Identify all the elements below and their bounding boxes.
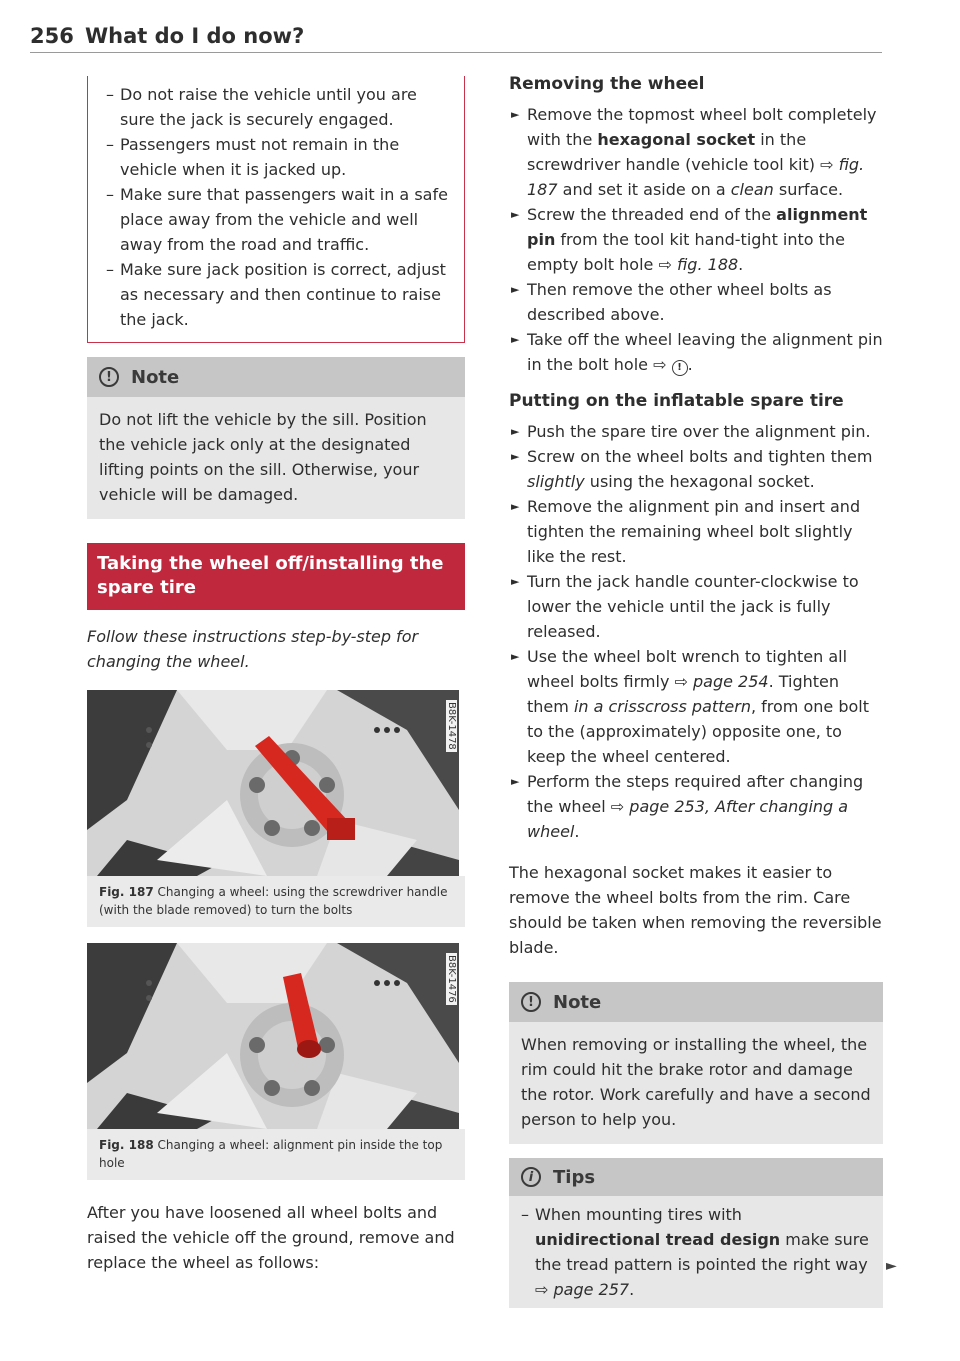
note-box — [87, 357, 465, 519]
tips-header — [509, 1158, 883, 1196]
note-header — [509, 982, 883, 1022]
warning-box — [87, 76, 465, 343]
triangle-bullet-icon: ► — [511, 500, 520, 513]
warning-item: – Make sure that passengers wait in a safe place away from the vehicle and well away from the road and traffic. — [106, 185, 448, 254]
exclamation-icon: ! — [521, 992, 541, 1012]
removing-step: ► Take off the wheel leaving the alignment pin in the bolt hole ⇨ ! . — [509, 327, 883, 377]
note-text: Do not lift the vehicle by the sill. Position the vehicle jack only at the designated lifting points on the sill. Otherwise, your vehicle will be damaged. — [99, 410, 427, 504]
exclamation-icon: ! — [672, 360, 688, 376]
putting-step: ► Screw on the wheel bolts and tighten them slightly using the hexagonal socket. — [509, 444, 883, 494]
after-paragraph: After you have loosened all wheel bolts and raised the vehicle off the ground, remove and replace the wheel as follows: — [87, 1203, 455, 1272]
section-title: What do I do now? — [85, 24, 305, 48]
triangle-bullet-icon: ► — [511, 333, 520, 346]
right-column — [509, 74, 883, 1308]
socket-paragraph: The hexagonal socket makes it easier to remove the wheel bolts from the rim. Care should be taken when removing the reversible blade. — [509, 863, 882, 957]
note-header — [87, 357, 465, 397]
figure-caption-text: Changing a wheel: using the screwdriver handle (with the blade removed) to turn the bolts — [99, 885, 448, 917]
figure-code: B8K-1476 — [446, 955, 457, 1003]
removing-step: ► Screw the threaded end of the alignment pin from the tool kit hand-tight into the empty bolt hole ⇨ fig. 188. — [509, 202, 883, 277]
warning-item: – Do not raise the vehicle until you are sure the jack is securely engaged. — [106, 85, 417, 129]
removing-heading: Removing the wheel — [509, 74, 705, 94]
page-number: 256 — [30, 24, 74, 48]
figure-label: Fig. 187 — [99, 885, 154, 899]
figure-caption — [87, 876, 465, 927]
putting-step: ► Perform the steps required after changing the wheel ⇨ page 253, After changing a wheel. — [509, 769, 883, 844]
figure-code: B8K-1478 — [446, 702, 457, 750]
section-heading: Taking the wheel off/installing the spare tire — [87, 543, 465, 610]
wheel-alignment-pin-image — [87, 943, 459, 1129]
note-title: Note — [131, 366, 180, 388]
triangle-bullet-icon: ► — [511, 650, 520, 663]
triangle-bullet-icon: ► — [511, 775, 520, 788]
putting-step: ► Push the spare tire over the alignment pin. — [509, 419, 883, 444]
tips-title: Tips — [553, 1166, 596, 1188]
tips-text: – When mounting tires with unidirectional tread design make sure the tread pattern is pointed the right way ⇨ page 257. — [509, 1196, 883, 1308]
section-intro: Follow these instructions step-by-step for changing the wheel. — [87, 627, 419, 671]
putting-step: ► Turn the jack handle counter-clockwise to lower the vehicle until the jack is fully released. — [509, 569, 883, 644]
putting-step: ► Use the wheel bolt wrench to tighten all wheel bolts firmly ⇨ page 254. Tighten them in a crisscross pattern, from one bolt to the (approximately) opposite one, to keep the wheel centered. — [509, 644, 883, 769]
triangle-bullet-icon: ► — [511, 283, 520, 296]
triangle-bullet-icon: ► — [511, 575, 520, 588]
page-header — [30, 22, 882, 53]
triangle-bullet-icon: ► — [511, 208, 520, 221]
figure-label: Fig. 188 — [99, 1138, 154, 1152]
wheel-screwdriver-image — [87, 690, 459, 876]
removing-step: ► Remove the topmost wheel bolt completely with the hexagonal socket in the screwdriver handle (vehicle tool kit) ⇨ fig. 187 and set it aside on a clean surface. — [509, 102, 883, 202]
note-text: When removing or installing the wheel, the rim could hit the brake rotor and damage the rotor. Work carefully and have a second person to help you. — [521, 1035, 871, 1129]
triangle-bullet-icon: ► — [511, 108, 520, 121]
triangle-bullet-icon: ► — [511, 450, 520, 463]
continue-arrow-icon: ► — [886, 1258, 897, 1274]
tips-box — [509, 1158, 883, 1308]
figure-caption — [87, 1129, 465, 1180]
warning-item: – Passengers must not remain in the vehicle when it is jacked up. — [106, 135, 400, 179]
info-icon: i — [521, 1167, 541, 1187]
note-box — [509, 982, 883, 1144]
triangle-bullet-icon: ► — [511, 425, 520, 438]
warning-item: – Make sure jack position is correct, adjust as necessary and then continue to raise the jack. — [106, 260, 446, 329]
removing-step: ► Then remove the other wheel bolts as described above. — [509, 277, 883, 327]
figure-188 — [87, 943, 465, 1180]
exclamation-icon: ! — [99, 367, 119, 387]
figure-187 — [87, 690, 465, 927]
note-title: Note — [553, 991, 602, 1013]
putting-heading: Putting on the inflatable spare tire — [509, 391, 844, 411]
figure-caption-text: Changing a wheel: alignment pin inside the top hole — [99, 1138, 443, 1170]
putting-step: ► Remove the alignment pin and insert and tighten the remaining wheel bolt slightly like the rest. — [509, 494, 883, 569]
left-column — [87, 76, 465, 1275]
